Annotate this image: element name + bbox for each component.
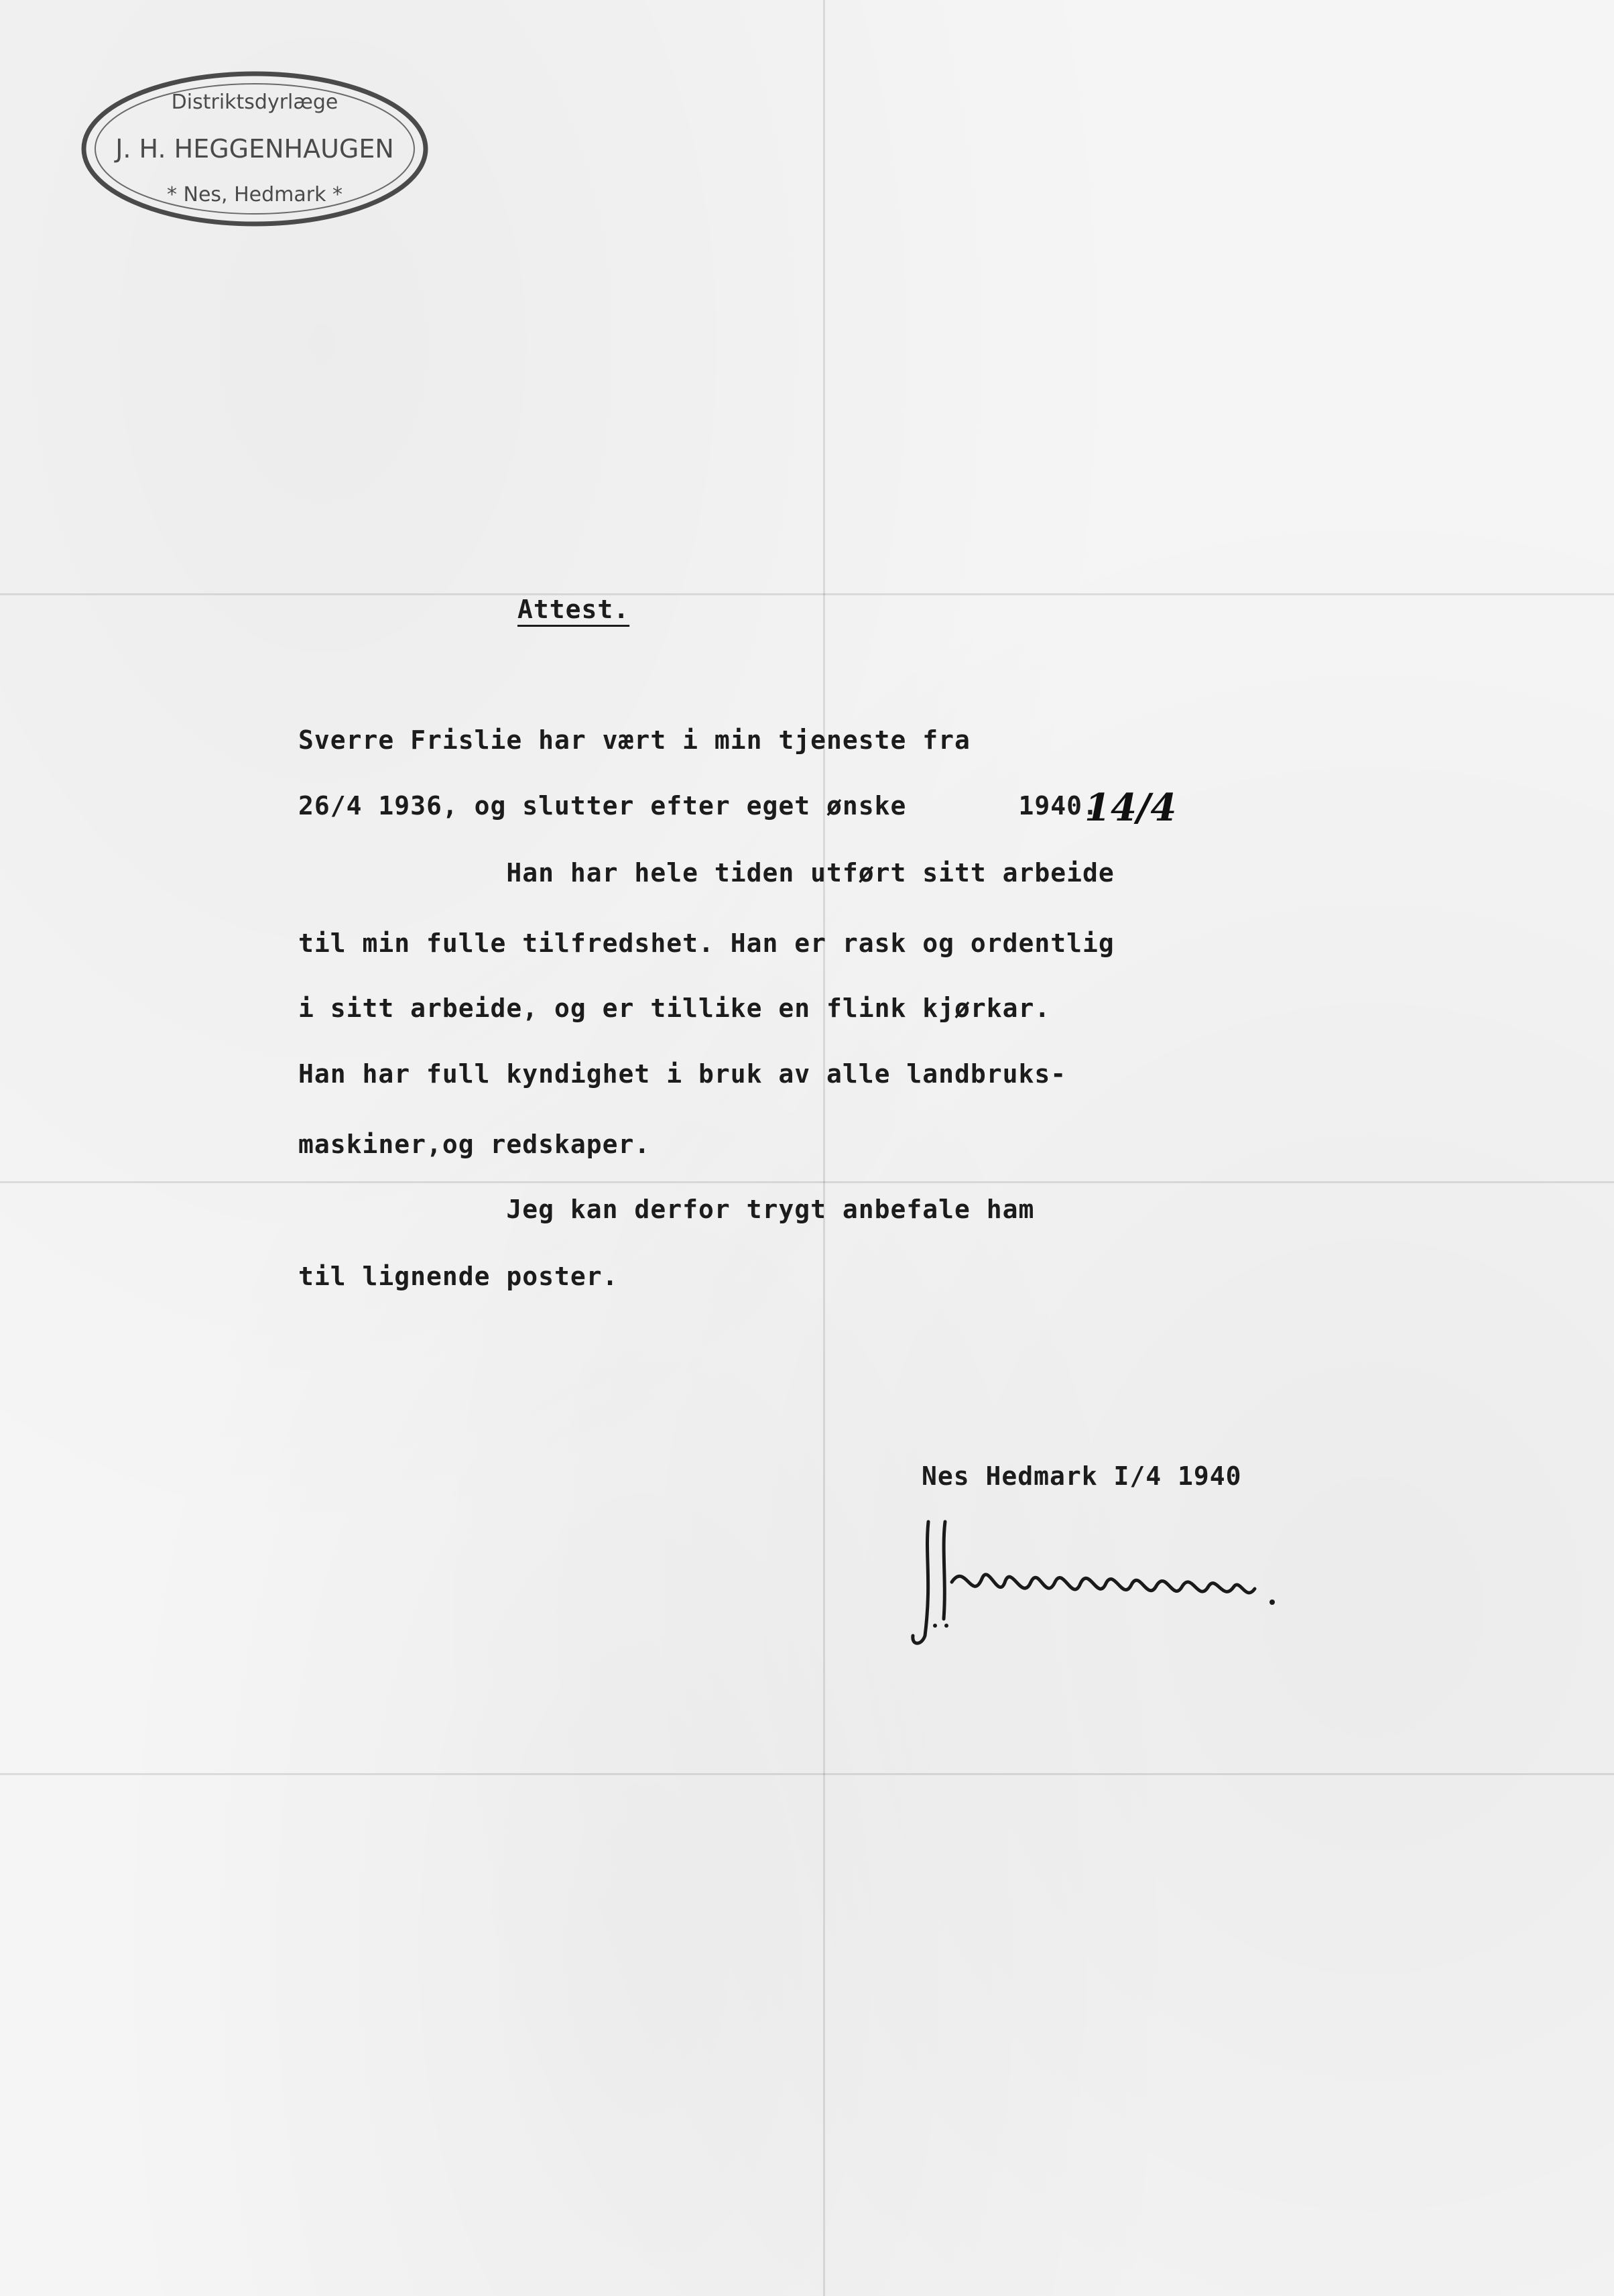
body-line-9: til lignende poster. [298, 1262, 619, 1291]
document-title: Attest. [517, 595, 630, 624]
handwritten-date-correction: 14/4 [1084, 786, 1177, 830]
stamp-line-place: * Nes, Hedmark * [166, 183, 343, 206]
horizontal-fold-line-middle [0, 1181, 1614, 1183]
body-line-6: Han har full kyndighet i bruk av alle landbruks- [298, 1059, 1067, 1089]
stamp-graphic [77, 67, 432, 231]
body-line-8: Jeg kan derfor trygt anbefale ham [298, 1195, 1035, 1224]
body-line-3: Han har hele tiden utført sitt arbeide [298, 858, 1115, 888]
horizontal-fold-line-upper [0, 593, 1614, 595]
body-line-5: i sitt arbeide, og er tillike en flink kjørkar. [298, 993, 1051, 1023]
horizontal-fold-line-lower [0, 1773, 1614, 1775]
rubber-stamp [77, 67, 432, 231]
vertical-fold-line [823, 0, 825, 2296]
stamp-line-name: J. H. HEGGENHAUGEN [115, 134, 394, 164]
body-line-4: til min fulle tilfredshet. Han er rask og ordentlig [298, 928, 1115, 958]
place-and-date: Nes Hedmark I/4 1940 [922, 1461, 1242, 1491]
signature-graphic [905, 1502, 1320, 1676]
handwritten-signature [905, 1502, 1320, 1676]
body-line-7: maskiner,og redskaper. [298, 1130, 651, 1159]
body-line-2: 26/4 1936, og slutter efter eget ønske 1940. [298, 791, 1099, 821]
body-line-1: Sverre Frislie har vært i min tjeneste fra [298, 725, 971, 755]
stamp-line-top: Distriktsdyrlæge [171, 90, 338, 114]
